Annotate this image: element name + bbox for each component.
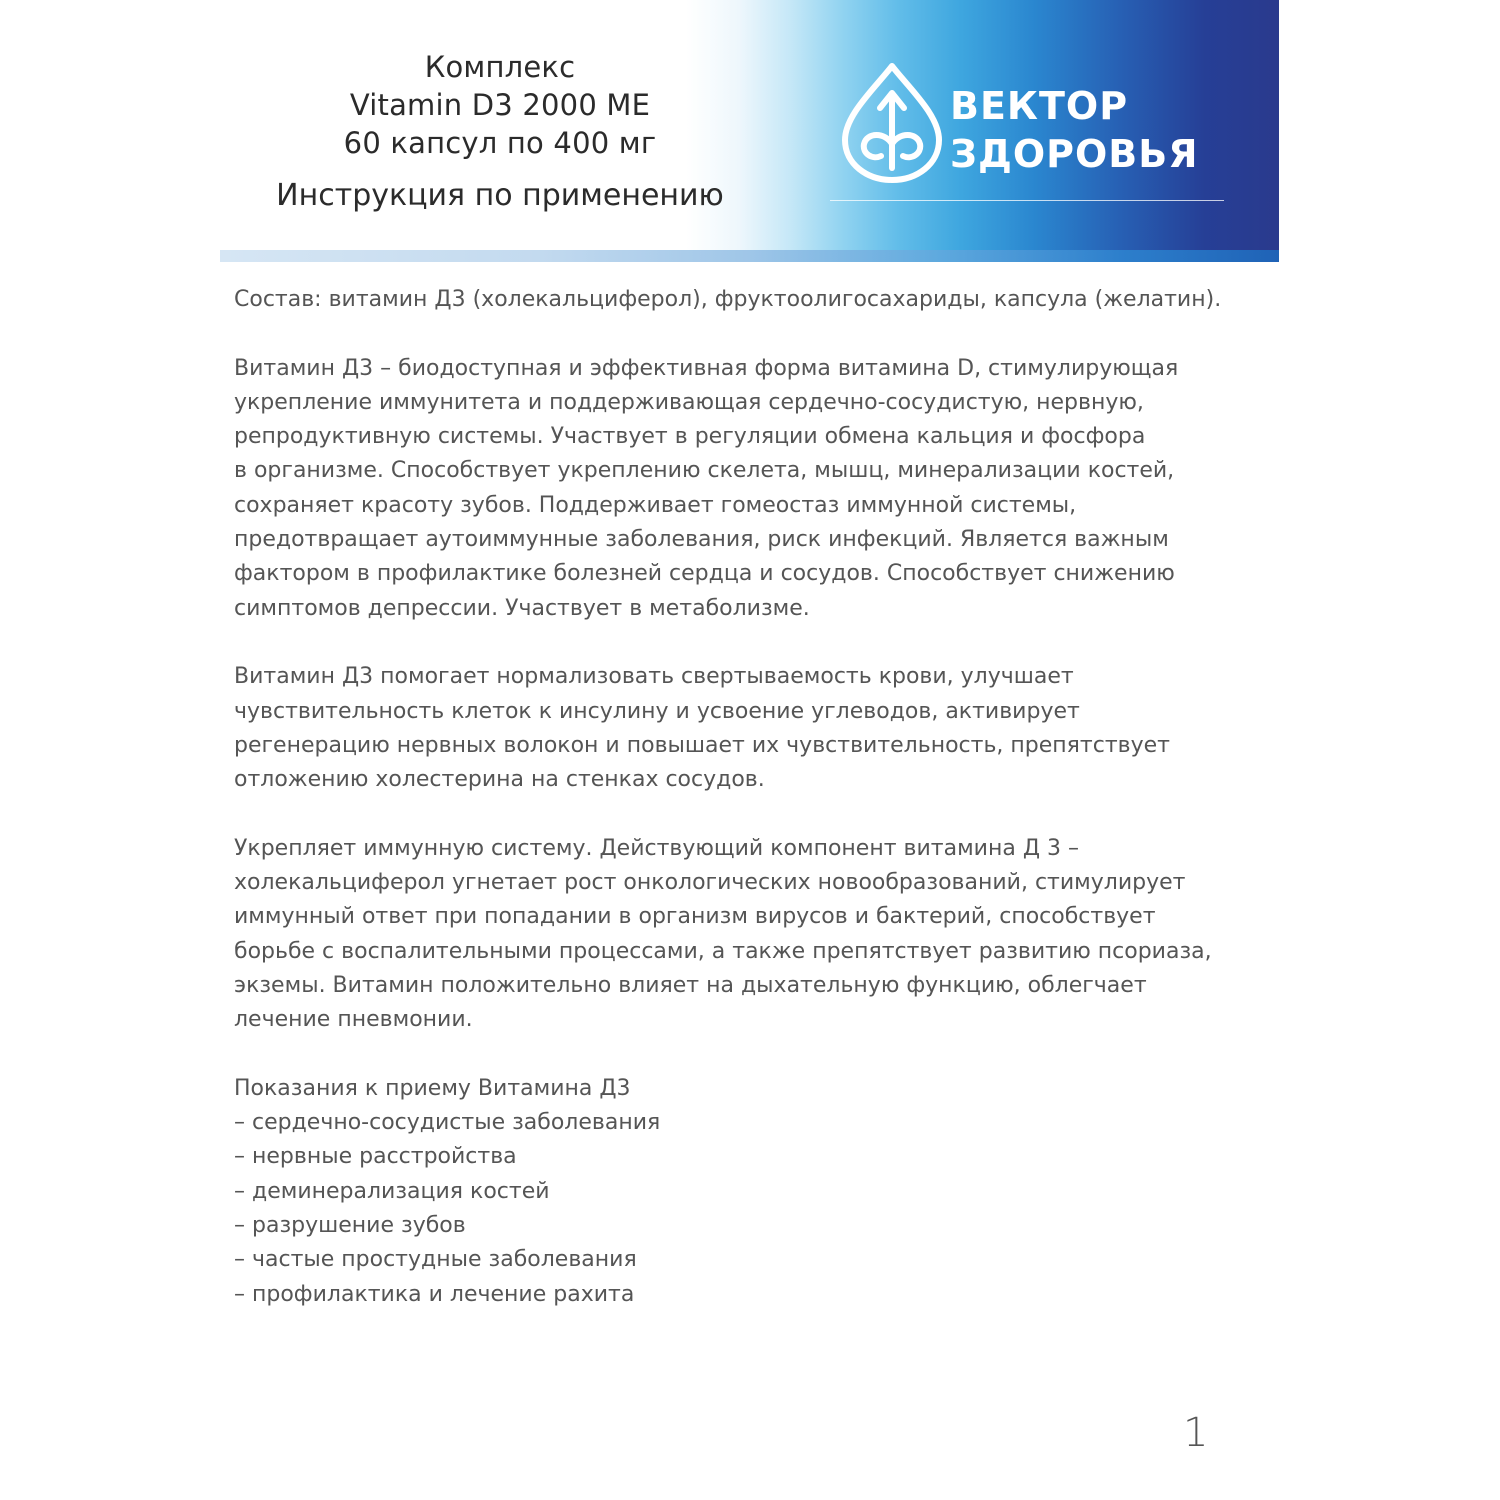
title-line-2: Vitamin D3 2000 МЕ — [349, 88, 651, 122]
text-line: сохраняет красоту зубов. Поддерживает гомеостаз иммунной системы, — [234, 492, 1077, 518]
indications-title: Показания к приему Витамина Д3 — [234, 1075, 631, 1101]
brand-name-line-2: ЗДОРОВЬЯ — [950, 132, 1199, 176]
text-line: Состав: витамин Д3 (холекальциферол), фруктоолигосахариды, капсула (желатин). — [234, 287, 1222, 312]
header-bottom-bar — [220, 250, 1279, 262]
text-line: регенерацию нервных волокон и повышает их чувствительность, препятствует — [234, 732, 1170, 758]
text-line: в организме. Способствует укреплению скелета, мышц, минерализации костей, — [234, 458, 1175, 484]
composition-paragraph — [234, 283, 1264, 317]
description-paragraph-1 — [234, 352, 1264, 626]
text-line: симптомов депрессии. Участвует в метаболизме. — [234, 595, 810, 621]
drop-leaf-arrow-icon — [837, 60, 947, 184]
text-line: укрепление иммунитета и поддерживающая сердечно-сосудистую, нервную, — [234, 389, 1144, 415]
brand-logo — [837, 60, 1227, 190]
text-line: Укрепляет иммунную систему. Действующий компонент витамина Д 3 – — [234, 835, 1080, 861]
indication-item: – нервные расстройства — [234, 1144, 517, 1170]
indication-item: – разрушение зубов — [234, 1213, 466, 1239]
text-line: иммунный ответ при попадании в организм вирусов и бактерий, способствует — [234, 904, 1156, 930]
brand-name-line-1: ВЕКТОР — [950, 84, 1129, 128]
title-block — [220, 48, 780, 216]
text-line: чувствительность клеток к инсулину и усвоение углеводов, активирует — [234, 698, 1080, 724]
text-line: отложению холестерина на стенках сосудов. — [234, 767, 765, 793]
header-banner — [220, 0, 1279, 262]
description-paragraph-2 — [234, 660, 1264, 797]
text-line: репродуктивную системы. Участвует в регуляции обмена кальция и фосфора — [234, 424, 1146, 450]
text-line: холекальциферол угнетает рост онкологических новообразований, стимулирует — [234, 870, 1186, 896]
indication-item: – профилактика и лечение рахита — [234, 1281, 635, 1307]
indications-section — [234, 1072, 1264, 1312]
text-line: фактором в профилактике болезней сердца и сосудов. Способствует снижению — [234, 561, 1175, 587]
text-line: экземы. Витамин положительно влияет на дыхательную функцию, облегчает — [234, 972, 1147, 998]
text-line: предотвращает аутоиммунные заболевания, риск инфекций. Является важным — [234, 527, 1169, 553]
title-line-1: Комплекс — [424, 50, 576, 84]
text-line: лечение пневмонии. — [234, 1007, 473, 1033]
logo-divider — [830, 200, 1224, 201]
page-number: 1 — [1183, 1410, 1209, 1456]
text-line: Витамин Д3 – биодоступная и эффективная форма витамина D, стимулирующая — [234, 355, 1179, 381]
brand-name — [950, 82, 1199, 178]
text-line: борьбе с воспалительными процессами, а также препятствует развитию псориаза, — [234, 938, 1212, 964]
title-line-3: 60 капсул по 400 мг — [343, 126, 657, 160]
indication-item: – частые простудные заболевания — [234, 1247, 637, 1273]
indication-item: – сердечно-сосудистые заболевания — [234, 1110, 661, 1136]
description-paragraph-3 — [234, 832, 1264, 1038]
document-subtitle: Инструкция по применению — [276, 178, 724, 213]
document-body — [234, 283, 1264, 1346]
indication-item: – деминерализация костей — [234, 1178, 550, 1204]
text-line: Витамин Д3 помогает нормализовать свертываемость крови, улучшает — [234, 664, 1074, 690]
